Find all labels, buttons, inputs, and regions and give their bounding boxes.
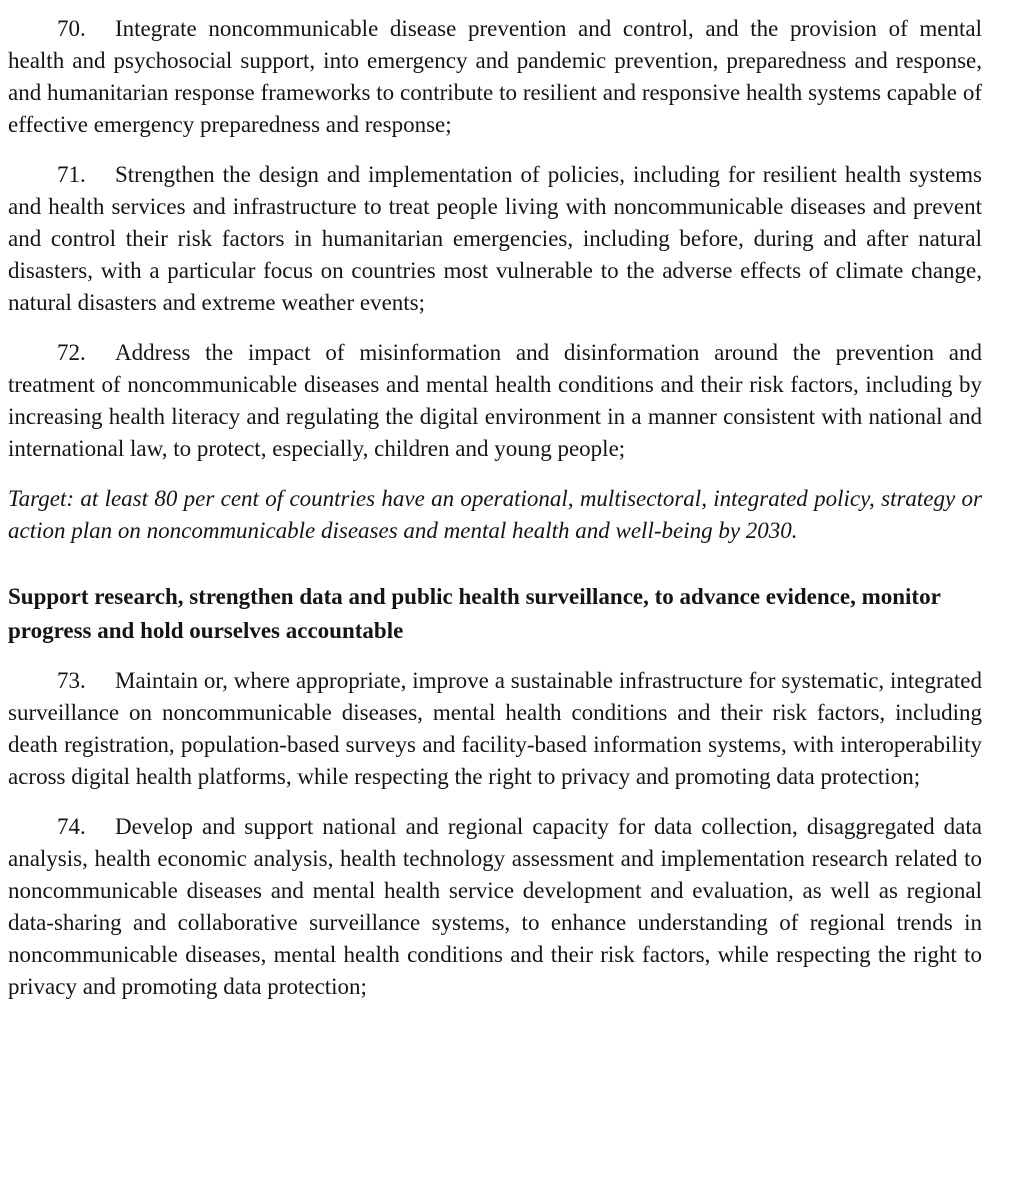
paragraph-71-number: 71. <box>57 162 86 187</box>
paragraph-71-text: Strengthen the design and implementation of policies, including for resilient health systems and health services and infrastructure to treat people living with noncommunicable diseases and prevent and control their risk factors in humanitarian emergencies, including before, during and after natural disasters, with a particular focus on countries most vulnerable to the adverse effects of climate change, natural disasters and extreme weather events; <box>8 162 982 315</box>
paragraph-74-number: 74. <box>57 814 86 839</box>
paragraph-73 <box>8 665 982 793</box>
paragraph-70 <box>8 13 982 141</box>
paragraph-73-number: 73. <box>57 668 86 693</box>
paragraph-71 <box>8 159 982 319</box>
paragraph-74-text: Develop and support national and regional capacity for data collection, disaggregated data analysis, health economic analysis, health technology assessment and implementation research related to noncommunicable diseases and mental health service development and evaluation, as well as regional data-sharing and collaborative surveillance systems, to enhance understanding of regional trends in noncommunicable diseases, mental health conditions and their risk factors, while respecting the right to privacy and promoting data protection; <box>8 814 982 999</box>
paragraph-70-number: 70. <box>57 16 86 41</box>
paragraph-72-number: 72. <box>57 340 86 365</box>
target-note: Target: at least 80 per cent of countries have an operational, multisectoral, integrated policy, strategy or action plan on noncommunicable diseases and mental health and well-being by 2030. <box>8 486 982 543</box>
paragraph-73-text: Maintain or, where appropriate, improve a sustainable infrastructure for systematic, integrated surveillance on noncommunicable diseases, mental health conditions and their risk factors, including death registration, population-based surveys and facility-based information systems, with interoperability across digital health platforms, while respecting the right to privacy and promoting data protection; <box>8 668 982 789</box>
paragraph-70-text: Integrate noncommunicable disease prevention and control, and the provision of mental health and psychosocial support, into emergency and pandemic prevention, preparedness and response, and humanitarian response frameworks to contribute to resilient and responsive health systems capable of effective emergency preparedness and response; <box>8 16 982 137</box>
section-heading: Support research, strengthen data and public health surveillance, to advance evidence, monitor progress and hold ourselves accountable <box>8 584 941 643</box>
paragraph-74 <box>8 811 982 1003</box>
paragraph-72 <box>8 337 982 465</box>
paragraph-72-text: Address the impact of misinformation and disinformation around the prevention and treatment of noncommunicable diseases and mental health conditions and their risk factors, including by increasing health literacy and regulating the digital environment in a manner consistent with national and international law, to protect, especially, children and young people; <box>8 340 982 461</box>
